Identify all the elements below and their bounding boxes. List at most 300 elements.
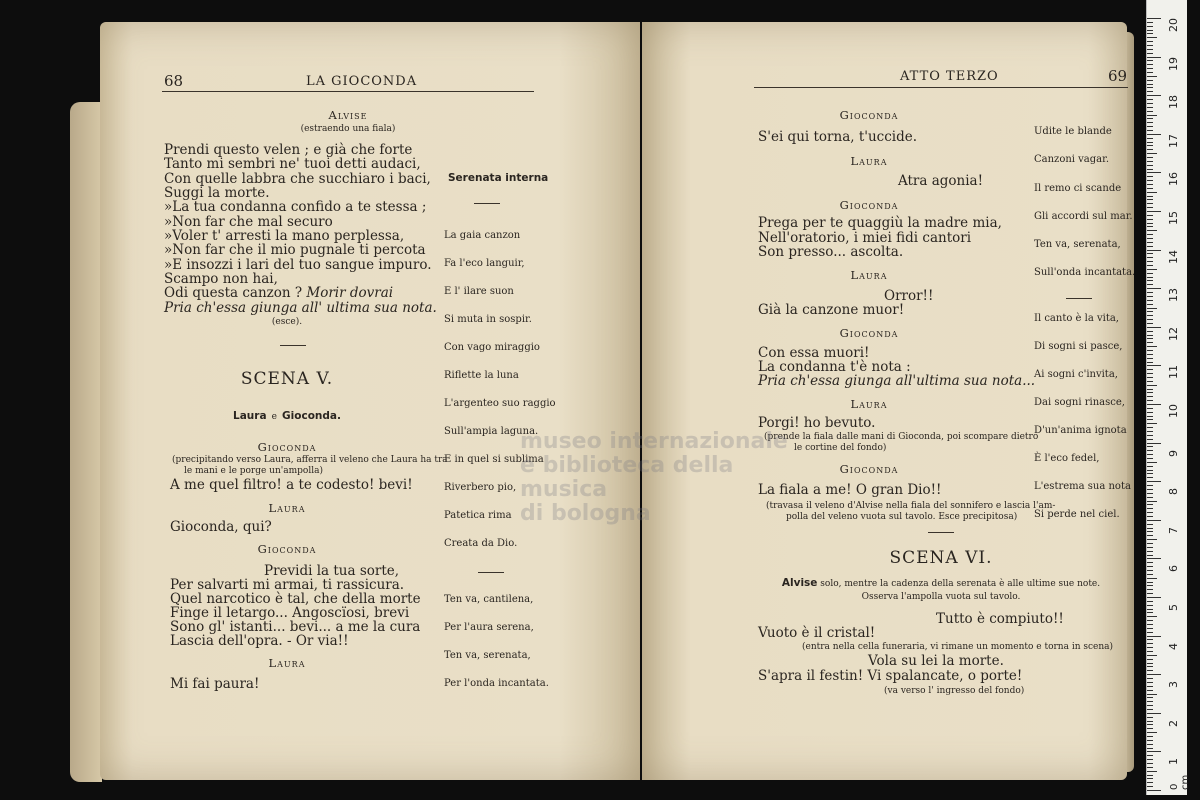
ruler-tick <box>1147 99 1153 100</box>
ruler-tick <box>1147 504 1153 505</box>
ruler-tick <box>1147 219 1153 220</box>
ruler-tick <box>1147 49 1153 50</box>
ruler-tick <box>1147 655 1157 656</box>
speaker-name: Gioconda <box>839 462 899 476</box>
ruler-tick <box>1147 782 1153 783</box>
ruler-tick <box>1147 18 1161 19</box>
stage-direction: polla del veleno vuota sul tavolo. Esce precipitosa) <box>786 512 1018 522</box>
ruler-tick <box>1147 589 1153 590</box>
ruler-tick <box>1147 223 1153 224</box>
verse-line: Mi fai paura! <box>170 676 260 692</box>
verse-line: Sono gl' istanti... bevi... a me la cura <box>170 619 421 635</box>
ruler-tick <box>1147 284 1153 285</box>
verse-line: Vola su lei la morte. <box>868 653 1004 669</box>
scene-characters: Laura e Gioconda. <box>233 410 341 422</box>
ruler-tick <box>1147 694 1157 695</box>
verse-line: Previdi la tua sorte, <box>264 563 400 579</box>
ruler-tick <box>1147 458 1153 459</box>
ruler-tick <box>1147 404 1161 405</box>
serenata-line: Di sogni si pasce, <box>1034 341 1123 352</box>
speaker-name: Gioconda <box>839 108 899 122</box>
ruler-tick <box>1147 670 1153 671</box>
ruler-tick <box>1147 632 1153 633</box>
ruler-tick <box>1147 288 1161 289</box>
ruler-tick <box>1147 45 1153 46</box>
ruler-tick <box>1147 755 1153 756</box>
speaker-name: Laura <box>268 656 306 670</box>
ruler-tick <box>1147 732 1157 733</box>
ruler-tick <box>1147 207 1153 208</box>
ruler-tick <box>1147 443 1161 444</box>
speaker-name: Gioconda <box>839 326 899 340</box>
ruler-tick <box>1147 199 1153 200</box>
serenata-line: Ten va, cantilena, <box>444 594 534 605</box>
ruler-tick <box>1147 767 1153 768</box>
serenata-line: Il canto è la vita, <box>1034 313 1119 324</box>
ruler-tick <box>1147 161 1153 162</box>
ruler-tick <box>1147 593 1153 594</box>
ruler-tick <box>1147 566 1153 567</box>
ruler-tick <box>1147 585 1153 586</box>
ruler-tick <box>1147 211 1161 212</box>
serenata-line: La gaia canzon <box>444 230 521 241</box>
ruler-tick <box>1147 612 1153 613</box>
ruler-tick <box>1147 574 1153 575</box>
ruler-tick <box>1147 346 1157 347</box>
verse-line: Porgi! ho bevuto. <box>758 415 876 431</box>
serenata-title: Serenata interna <box>448 172 549 184</box>
serenata-line: Per l'onda incantata. <box>444 678 549 689</box>
ruler-tick <box>1147 176 1153 177</box>
ruler-tick <box>1147 466 1153 467</box>
ruler-tick <box>1147 551 1153 552</box>
verse-line: Vuoto è il cristal! <box>758 625 876 641</box>
ruler-tick <box>1147 165 1153 166</box>
ruler-tick <box>1147 358 1153 359</box>
section-dash <box>928 532 954 533</box>
serenata-line: Dai sogni rinasce, <box>1034 397 1125 408</box>
ruler-tick <box>1147 636 1161 637</box>
verse-line: Finge il letargo... Angoscïosi, brevi <box>170 605 410 621</box>
ruler-tick <box>1147 493 1153 494</box>
verse-line: A me quel filtro! a te codesto! bevi! <box>170 477 413 493</box>
ruler-tick <box>1147 400 1153 401</box>
serenata-line: Sull'onda incantata. <box>1034 267 1136 278</box>
ruler-tick <box>1147 80 1153 81</box>
ruler-tick <box>1147 261 1153 262</box>
verse-line: »Non far che il mio pugnale ti percota <box>164 242 426 258</box>
ruler-tick <box>1147 138 1153 139</box>
verse-line: »La tua condanna confido a te stessa ; <box>164 199 427 215</box>
ruler-tick <box>1147 485 1153 486</box>
ruler-tick <box>1147 748 1153 749</box>
ruler-tick <box>1147 342 1153 343</box>
ruler-tick <box>1147 300 1153 301</box>
ruler-tick <box>1147 280 1153 281</box>
ruler-number: 15 <box>1167 211 1180 225</box>
exit-direction: (esce). <box>271 317 303 327</box>
ruler-tick <box>1147 659 1153 660</box>
ruler-tick <box>1147 778 1153 779</box>
serenata-line: Il remo ci scande <box>1034 183 1122 194</box>
ruler-number: 20 <box>1167 18 1180 32</box>
ruler-tick <box>1147 157 1153 158</box>
section-dash <box>280 345 306 346</box>
verse-line: Tanto mi sembri ne' tuoi detti audaci, <box>164 156 421 172</box>
ruler-tick <box>1147 111 1153 112</box>
ruler-tick <box>1147 647 1153 648</box>
ruler-tick <box>1147 95 1161 96</box>
ruler-number: 17 <box>1167 133 1180 148</box>
ruler-tick <box>1147 76 1157 77</box>
speaker-name: Alvise <box>328 108 368 122</box>
ruler-tick <box>1147 678 1153 679</box>
verse-line: Prendi questo velen ; e già che forte <box>164 142 413 158</box>
verse-line: Nell'oratorio, i miei fidi cantori <box>758 230 972 246</box>
ruler-tick <box>1147 377 1153 378</box>
ruler-tick <box>1147 188 1153 189</box>
speaker-name: Laura <box>268 501 306 515</box>
ruler-tick <box>1147 72 1153 73</box>
ruler-tick <box>1147 269 1157 270</box>
ruler-tick <box>1147 470 1153 471</box>
ruler-tick <box>1147 26 1153 27</box>
section-dash <box>478 572 504 573</box>
ruler-tick <box>1147 477 1153 478</box>
ruler-tick <box>1147 172 1161 173</box>
ruler-tick <box>1147 744 1153 745</box>
ruler-tick <box>1147 118 1153 119</box>
page-number: 69 <box>1108 67 1128 85</box>
serenata-line: E l' ilare suon <box>444 286 514 297</box>
ruler-number: 1 <box>1167 758 1180 766</box>
ruler-tick <box>1147 516 1153 517</box>
serenata-line: Patetica rima <box>444 510 512 521</box>
stage-direction: (entra nella cella funeraria, vi rimane un momento e torna in scena) <box>802 642 1114 652</box>
ruler-tick <box>1147 354 1153 355</box>
ruler-tick <box>1147 203 1153 204</box>
ruler-tick <box>1147 396 1153 397</box>
ruler-tick <box>1147 431 1153 432</box>
ruler-tick <box>1147 462 1157 463</box>
verse-line: Lascia dell'opra. - Or via!! <box>170 633 349 649</box>
ruler-tick <box>1147 250 1161 251</box>
ruler-tick <box>1147 454 1153 455</box>
verse-line: Odi questa canzon ? Morir dovrai <box>164 285 394 301</box>
ruler-tick <box>1147 721 1153 722</box>
speaker-name: Laura <box>850 154 888 168</box>
serenata-line: L'argenteo suo raggio <box>444 398 556 409</box>
ruler-tick <box>1147 373 1153 374</box>
ruler-tick <box>1147 427 1153 428</box>
ruler-tick <box>1147 115 1157 116</box>
ruler-tick <box>1147 169 1153 170</box>
verse-line: S'apra il festin! Vi spalancate, o porte! <box>758 668 1023 684</box>
serenata-line: Udite le blande <box>1034 126 1112 137</box>
ruler-tick <box>1147 597 1161 598</box>
ruler-tick <box>1147 57 1161 58</box>
ruler-number: 18 <box>1167 95 1180 110</box>
ruler-tick <box>1147 296 1153 297</box>
ruler-number: 3 <box>1167 681 1180 689</box>
ruler-tick <box>1147 30 1153 31</box>
verse-line: Orror!! <box>884 288 934 304</box>
serenata-line: Ai sogni c'invita, <box>1034 369 1118 380</box>
right-page <box>642 22 1136 780</box>
ruler-tick <box>1147 512 1153 513</box>
ruler-tick <box>1147 582 1153 583</box>
ruler-number: 7 <box>1167 526 1180 534</box>
verse-line: Prega per te quaggiù la madre mia, <box>758 215 1002 231</box>
ruler-tick <box>1147 728 1153 729</box>
ruler-tick <box>1147 392 1153 393</box>
running-title: LA GIOCONDA <box>306 74 418 89</box>
ruler-tick <box>1147 60 1153 61</box>
ruler-tick <box>1147 543 1153 544</box>
scene-intro-line2: Osserva l'ampolla vuota sul tavolo. <box>861 592 1021 602</box>
ruler-number: 19 <box>1167 56 1180 71</box>
ruler-tick <box>1147 651 1153 652</box>
ruler-tick <box>1147 196 1153 197</box>
ruler-tick <box>1147 311 1153 312</box>
verse-line: Tutto è compiuto!! <box>936 611 1064 627</box>
verse-line: Per salvarti mi armai, ti rassicura. <box>170 577 405 593</box>
serenata-line: E in quel si sublima <box>444 454 544 465</box>
ruler-tick <box>1147 435 1153 436</box>
serenata-line: Con vago miraggio <box>444 342 540 353</box>
ruler-tick <box>1147 628 1153 629</box>
ruler-tick <box>1147 558 1161 559</box>
ruler-tick <box>1147 257 1153 258</box>
ruler-number: 2 <box>1167 719 1180 727</box>
speaker-name: Laura <box>850 268 888 282</box>
ruler-tick <box>1147 412 1153 413</box>
ruler-tick <box>1147 369 1153 370</box>
ruler-tick <box>1147 64 1153 65</box>
ruler-tick <box>1147 130 1153 131</box>
ruler-tick <box>1147 180 1153 181</box>
scene-title: SCENA VI. <box>889 548 993 568</box>
ruler-tick <box>1147 736 1153 737</box>
ruler-tick <box>1147 226 1153 227</box>
ruler-tick <box>1147 775 1153 776</box>
ruler-tick <box>1147 385 1157 386</box>
ruler-tick <box>1147 33 1153 34</box>
ruler-tick <box>1147 331 1153 332</box>
ruler-tick <box>1147 450 1153 451</box>
ruler-tick <box>1147 489 1153 490</box>
ruler-tick <box>1147 362 1153 363</box>
ruler-tick <box>1147 605 1153 606</box>
ruler-tick <box>1147 304 1153 305</box>
ruler-tick <box>1147 481 1161 482</box>
ruler-tick <box>1147 423 1157 424</box>
ruler-tick <box>1147 68 1153 69</box>
ruler-tick <box>1147 763 1153 764</box>
header-rule <box>754 87 1128 88</box>
ruler-tick <box>1147 22 1153 23</box>
ruler-tick <box>1147 771 1157 772</box>
watermark: museo internazionale e biblioteca della musica di bologna <box>520 429 788 526</box>
ruler-tick <box>1147 122 1153 123</box>
verse-line: La condanna t'è nota : <box>758 359 911 375</box>
serenata-line: Riflette la luna <box>444 370 519 381</box>
ruler-tick <box>1147 639 1153 640</box>
speaker-name: Gioconda <box>257 542 317 556</box>
ruler-tick <box>1147 439 1153 440</box>
ruler-tick <box>1147 41 1153 42</box>
page-number: 68 <box>164 72 184 90</box>
ruler-tick <box>1147 126 1153 127</box>
ruler-number: 9 <box>1167 449 1180 457</box>
serenata-line: Fa l'eco languir, <box>444 258 525 269</box>
ruler-number: 13 <box>1167 288 1180 303</box>
ruler-tick <box>1147 53 1153 54</box>
ruler-tick <box>1147 578 1157 579</box>
stage-direction: le cortine del fondo) <box>794 443 887 453</box>
ruler-tick <box>1147 528 1153 529</box>
ruler-tick <box>1147 87 1153 88</box>
ruler-tick <box>1147 786 1153 787</box>
ruler-number: 10 <box>1167 404 1180 418</box>
ruler-tick <box>1147 153 1157 154</box>
ruler-tick <box>1147 192 1157 193</box>
ruler-tick <box>1147 497 1153 498</box>
speaker-name: Laura <box>850 397 888 411</box>
ruler-number: 5 <box>1167 604 1180 611</box>
verse-line: Scampo non hai, <box>164 271 278 287</box>
serenata-line: Ten va, serenata, <box>1034 239 1121 250</box>
ruler-tick <box>1147 751 1161 752</box>
measuring-ruler <box>1146 0 1191 795</box>
stage-direction: (estraendo una fiala) <box>300 124 396 134</box>
verse-line: S'ei qui torna, t'uccide. <box>758 129 918 145</box>
verse-line: Atra agonia! <box>898 173 984 189</box>
ruler-tick <box>1147 273 1153 274</box>
ruler-tick <box>1147 740 1153 741</box>
verse-line: Con essa muori! <box>758 345 870 361</box>
serenata-line: Gli accordi sul mar. <box>1034 211 1133 222</box>
serenata-line: Si muta in sospir. <box>444 314 532 325</box>
verse-line: Già la canzone muor! <box>758 302 905 318</box>
ruler-tick <box>1147 520 1161 521</box>
ruler-tick <box>1147 103 1153 104</box>
ruler-tick <box>1147 145 1153 146</box>
speaker-name: Gioconda <box>839 198 899 212</box>
serenata-line: L'estrema sua nota <box>1034 481 1131 492</box>
serenata-line: Per l'aura serena, <box>444 622 534 633</box>
ruler-tick <box>1147 91 1153 92</box>
ruler-tick <box>1147 381 1153 382</box>
ruler-tick <box>1147 315 1153 316</box>
ruler-tick <box>1147 323 1153 324</box>
serenata-line: Ten va, serenata, <box>444 650 531 661</box>
ruler-tick <box>1147 547 1153 548</box>
ruler-tick <box>1147 446 1153 447</box>
ruler-number: 6 <box>1167 565 1180 573</box>
ruler-tick <box>1147 350 1153 351</box>
serenata-line: Riverbero pio, <box>444 482 517 493</box>
verse-line: La fiala a me! O gran Dio!! <box>758 482 942 498</box>
left-page <box>100 22 640 780</box>
ruler-tick <box>1147 238 1153 239</box>
ruler-tick <box>1147 408 1153 409</box>
ruler-tick <box>1147 142 1153 143</box>
ruler-tick <box>1147 215 1153 216</box>
ruler-tick <box>1147 609 1153 610</box>
ruler-tick <box>1147 419 1153 420</box>
ruler-tick <box>1147 682 1153 683</box>
ruler-tick <box>1147 531 1153 532</box>
ruler-tick <box>1147 501 1157 502</box>
serenata-line: È l'eco fedel, <box>1034 453 1100 464</box>
ruler-tick <box>1147 230 1157 231</box>
ruler-tick <box>1147 473 1153 474</box>
ruler-tick <box>1147 416 1153 417</box>
ruler-tick <box>1147 620 1153 621</box>
ruler-tick <box>1147 253 1153 254</box>
ruler-number: 11 <box>1167 365 1180 380</box>
ruler-tick <box>1147 643 1153 644</box>
ruler-tick <box>1147 666 1153 667</box>
section-dash <box>474 203 500 204</box>
speaker-name: Gioconda <box>257 440 317 454</box>
ruler-tick <box>1147 246 1153 247</box>
stage-direction: le mani e le porge un'ampolla) <box>184 466 323 476</box>
ruler-tick <box>1147 535 1153 536</box>
verse-line: Gioconda, qui? <box>170 519 272 535</box>
ruler-tick <box>1147 149 1153 150</box>
scene-intro: Alvise solo, mentre la cadenza della serenata è alle ultime sue note. <box>781 577 1101 589</box>
ruler-tick <box>1147 616 1157 617</box>
ruler-tick <box>1147 365 1161 366</box>
ruler-tick <box>1147 107 1153 108</box>
ruler-tick <box>1147 690 1153 691</box>
ruler-number: 14 <box>1167 249 1180 264</box>
ruler-tick <box>1147 389 1153 390</box>
verse-line: »E insozzi i lari del tuo sangue impuro. <box>164 257 432 273</box>
ruler-tick <box>1147 663 1153 664</box>
ruler-tick <box>1147 701 1153 702</box>
verse-line: Quel narcotico è tal, che della morte <box>170 591 421 607</box>
ruler-unit: 0 cm <box>1169 774 1191 790</box>
stage-direction: (travasa il veleno d'Alvise nella fiala del sonnifero e lascia l'am- <box>766 501 1056 511</box>
ruler-tick <box>1147 292 1153 293</box>
serenata-line: Si perde nel ciel. <box>1034 509 1120 520</box>
serenata-line: Sull'ampia laguna. <box>444 426 539 437</box>
ruler-tick <box>1147 134 1161 135</box>
ruler-tick <box>1147 705 1153 706</box>
stage-direction: (precipitando verso Laura, afferra il veleno che Laura ha tra <box>172 455 448 465</box>
open-book <box>70 22 1135 787</box>
ruler-tick <box>1147 327 1161 328</box>
ruler-tick <box>1147 724 1153 725</box>
ruler-tick <box>1147 234 1153 235</box>
ruler-tick <box>1147 570 1153 571</box>
ruler-tick <box>1147 308 1157 309</box>
ruler-tick <box>1147 709 1153 710</box>
ruler-tick <box>1147 242 1153 243</box>
ruler-tick <box>1147 508 1153 509</box>
ruler-tick <box>1147 601 1153 602</box>
serenata-line: Creata da Dio. <box>444 538 518 549</box>
verse-line: Con quelle labbra che succhiaro i baci, <box>164 171 431 187</box>
ruler-tick <box>1147 717 1153 718</box>
verse-line-italic: Pria ch'essa giunga all'ultima sua nota... <box>758 373 1036 389</box>
ruler-tick <box>1147 562 1153 563</box>
ruler-tick <box>1147 624 1153 625</box>
ruler-tick <box>1147 713 1161 714</box>
